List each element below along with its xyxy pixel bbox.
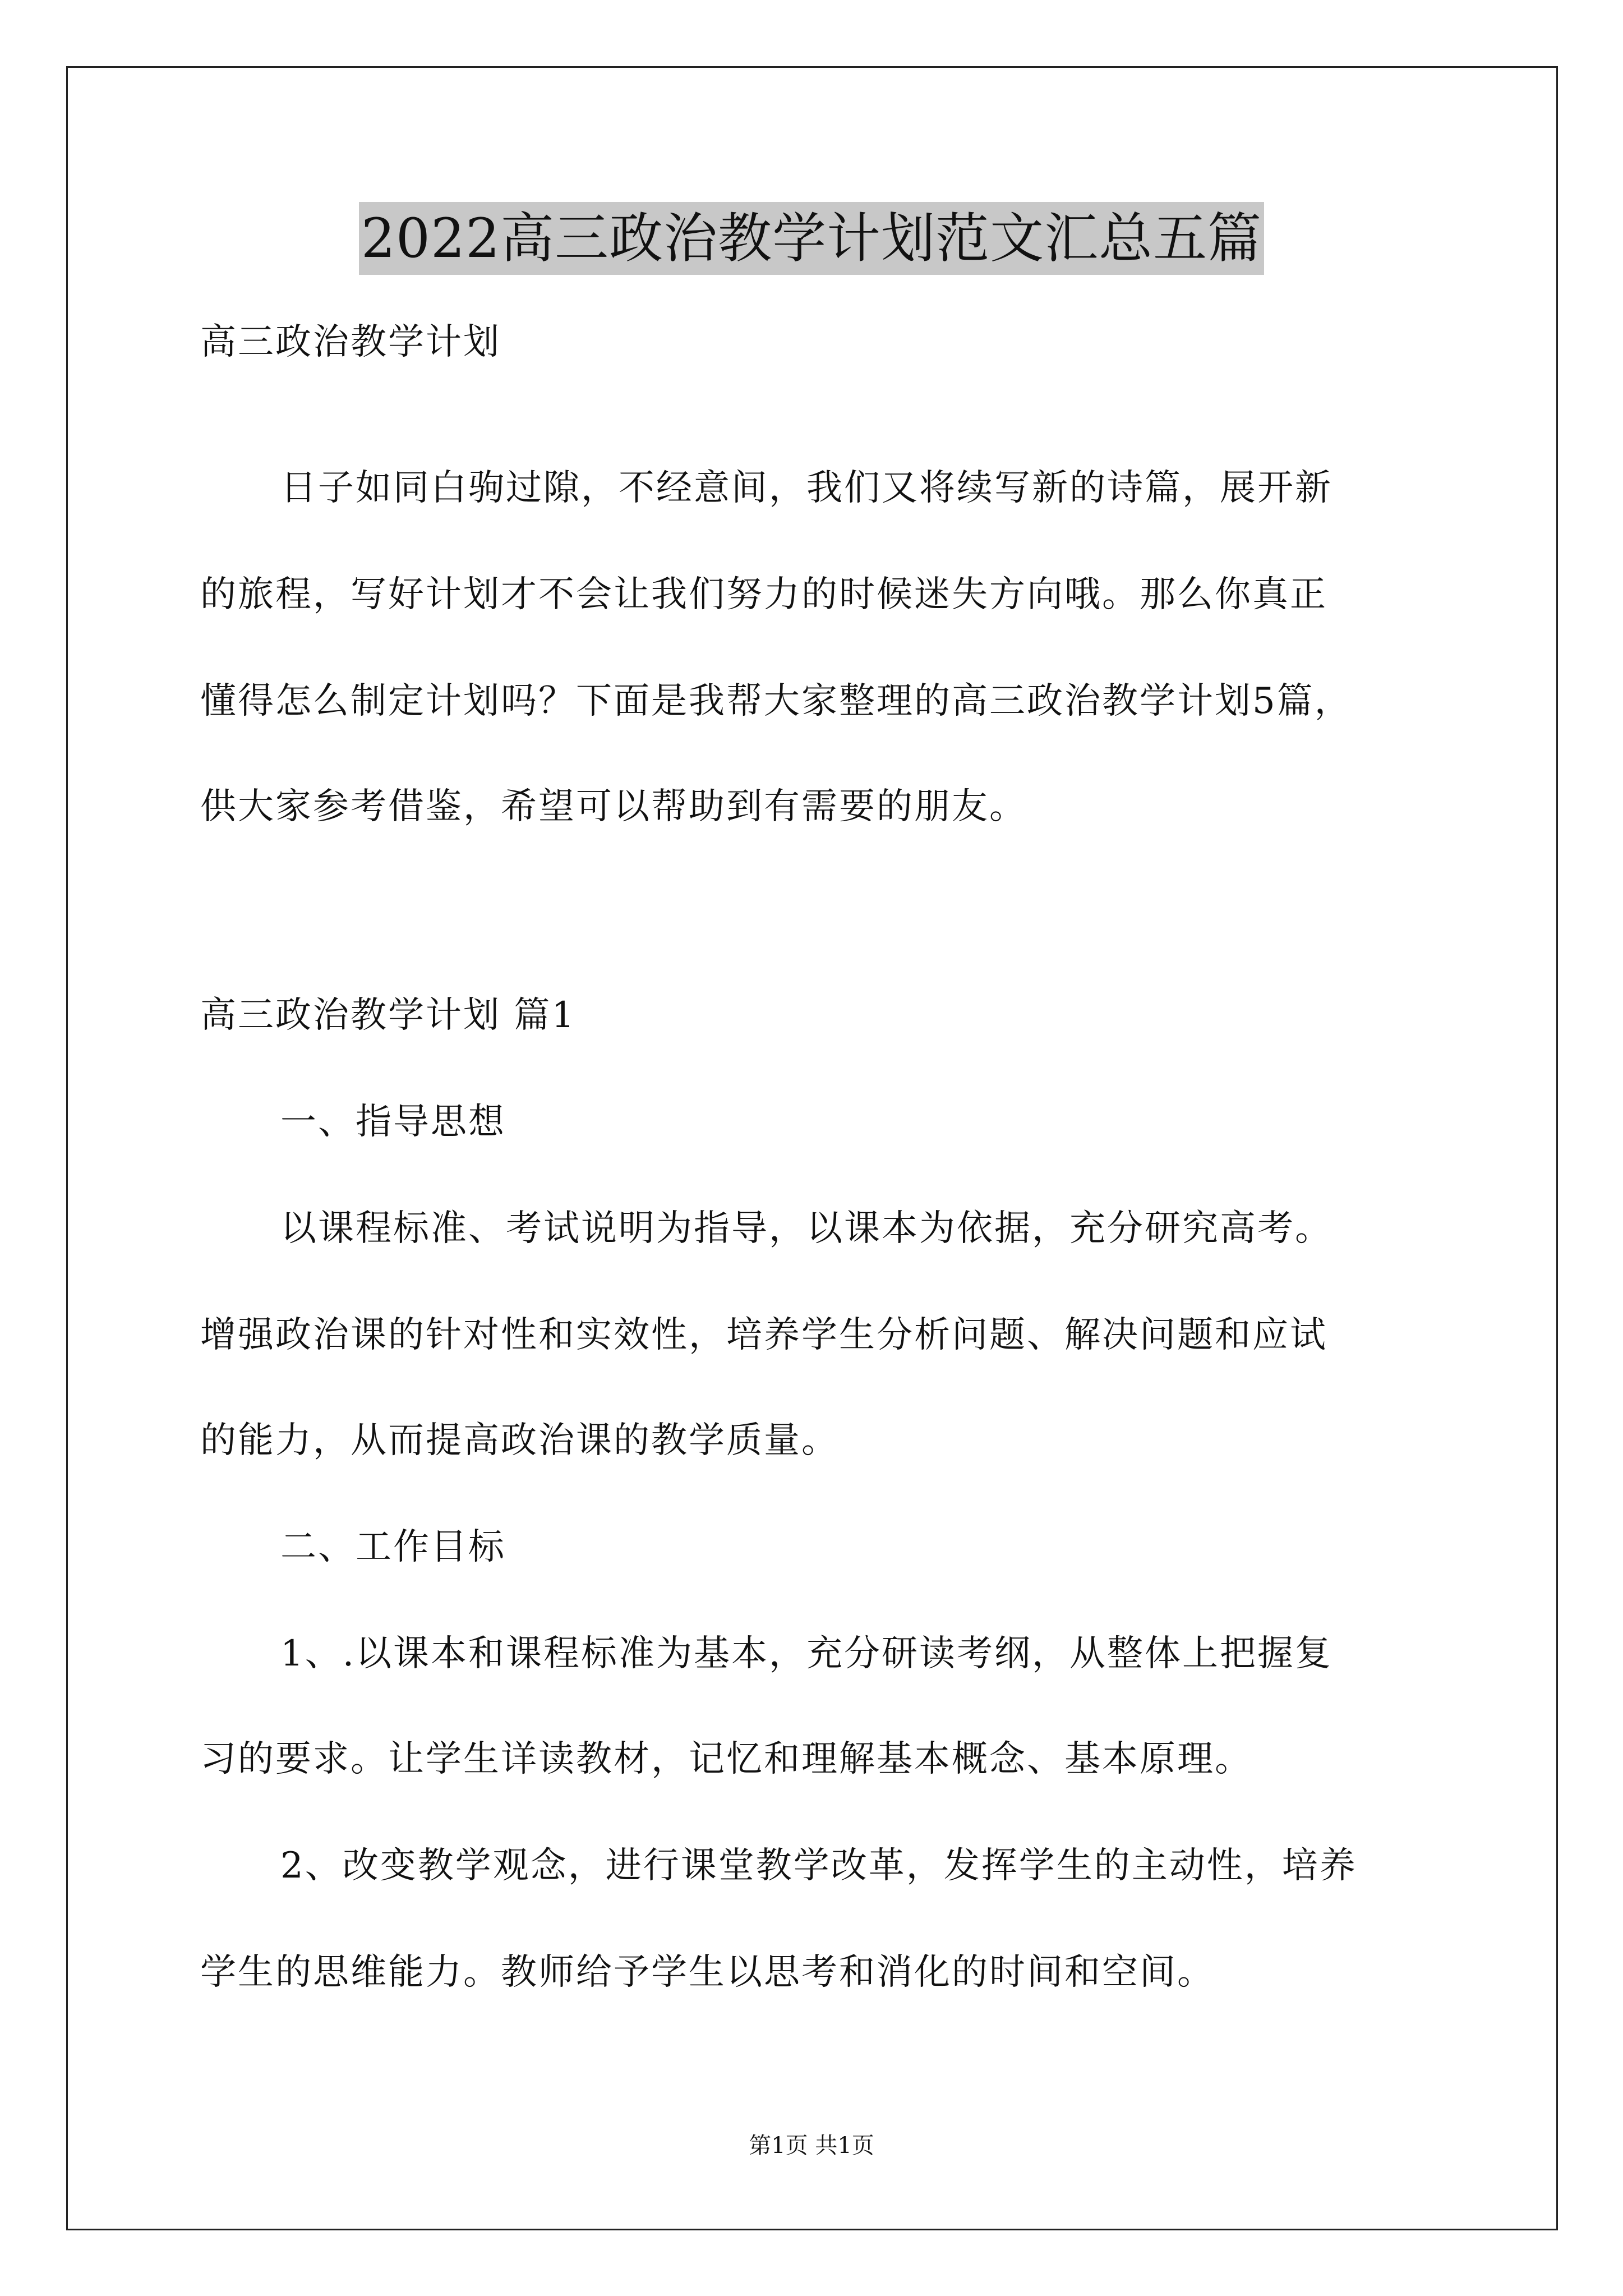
- part1-heading: 一、指导思想: [280, 1101, 506, 1143]
- part1-line-1: 以课程标准、考试说明为指导，以课本为依据，充分研究高考。: [280, 1208, 1332, 1249]
- intro-line-1: 日子如同白驹过隙，不经意间，我们又将续写新的诗篇，展开新: [280, 467, 1332, 509]
- part1-line-3: 的能力，从而提高政治课的教学质量。: [200, 1420, 839, 1461]
- intro-line-2: 的旅程，写好计划才不会让我们努力的时候迷失方向哦。那么你真正: [200, 574, 1327, 615]
- goal2-line-1: 2、改变教学观念，进行课堂教学改革，发挥学生的主动性，培养: [280, 1845, 1357, 1887]
- intro-line-3: 懂得怎么制定计划吗？下面是我帮大家整理的高三政治教学计划5篇，: [200, 680, 1352, 722]
- title-container: [0, 202, 1623, 275]
- page-border: [66, 66, 1558, 2230]
- section-heading-main: 高三政治教学计划: [200, 321, 501, 363]
- part1-line-2: 增强政治课的针对性和实效性，培养学生分析问题、解决问题和应试: [200, 1314, 1327, 1356]
- goal1-line-2: 习的要求。让学生详读教材，记忆和理解基本概念、基本原理。: [200, 1738, 1252, 1780]
- section-heading-1: 高三政治教学计划 篇1: [200, 995, 577, 1036]
- page-footer: 第1页 共1页: [749, 2133, 874, 2159]
- goal2-line-2: 学生的思维能力。教师给予学生以思考和消化的时间和空间。: [200, 1952, 1215, 1993]
- goal1-line-1: 1、.以课本和课程标准为基本，充分研读考纲，从整体上把握复: [280, 1633, 1333, 1674]
- part2-heading: 二、工作目标: [280, 1526, 506, 1568]
- intro-line-4: 供大家参考借鉴，希望可以帮助到有需要的朋友。: [200, 786, 1027, 827]
- document-title: 2022高三政治教学计划范文汇总五篇: [359, 202, 1264, 275]
